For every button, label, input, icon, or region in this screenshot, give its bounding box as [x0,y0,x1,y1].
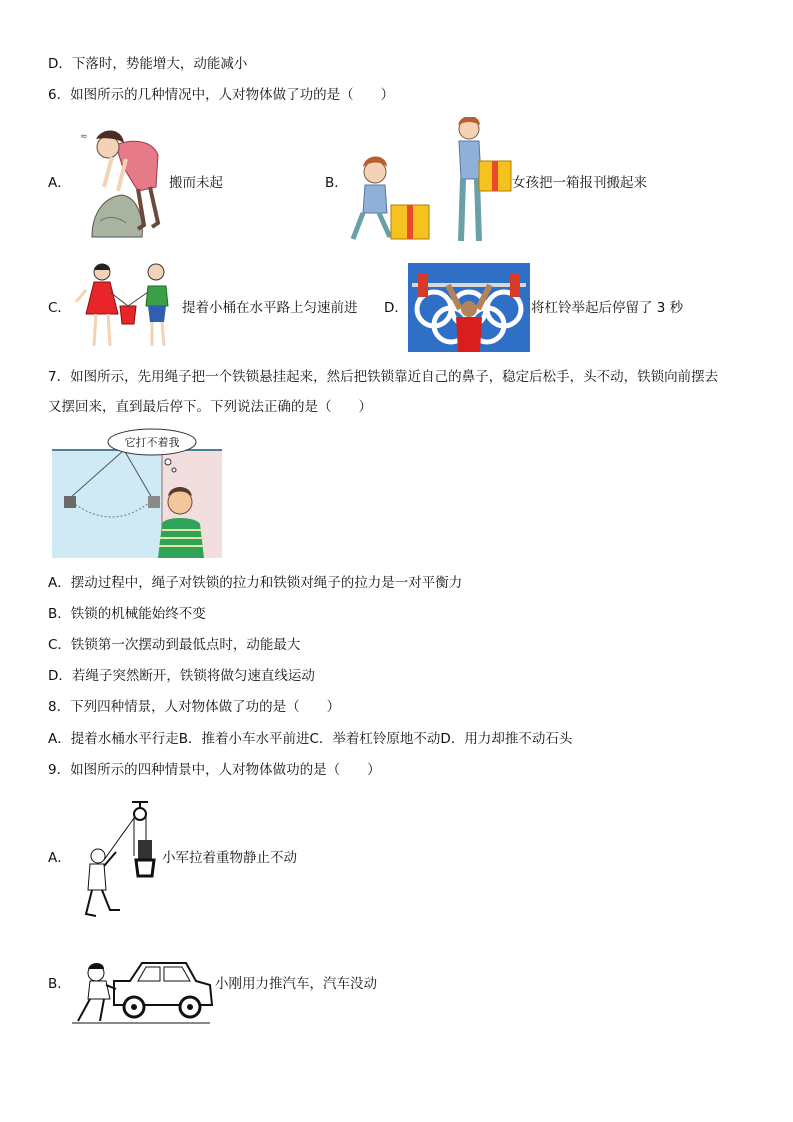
q6-option-d-label: D． [384,300,408,316]
q7-option-a: A．摆动过程中，绳子对铁锁的拉力和铁锁对绳子的拉力是一对平衡力 [48,575,463,591]
q6-option-c-figure [72,262,180,352]
q6-option-d-caption: 将杠铃举起后停留了 3 秒 [531,300,684,316]
q6-option-c-label: C． [48,300,71,316]
q7-option-c: C．铁锁第一次摆动到最低点时，动能最大 [48,637,301,653]
q8-options: A．提着水桶水平行走B．推着小车水平前进C．举着杠铃原地不动D．用力却推不动石头 [48,731,573,747]
q9-option-a-caption: 小军拉着重物静止不动 [162,850,297,866]
svg-text:≈: ≈ [80,132,88,142]
q6-stem: 6．如图所示的几种情况中，人对物体做了功的是（ ） [48,87,395,103]
q7-option-b: B．铁锁的机械能始终不变 [48,606,206,622]
q6-option-a-caption: 搬而未起 [169,175,223,191]
q6-option-d-figure [408,263,530,352]
q7-stem-line-1: 7．如图所示，先用绳子把一个铁锁悬挂起来，然后把铁锁靠近自己的鼻子，稳定后松手，头不动，铁锁向前摆去 [48,369,719,385]
q6-option-b-label: B． [325,175,348,191]
q9-option-a-label: A． [48,850,71,866]
q9-option-a-figure [76,800,156,920]
q6-option-b-caption: 女孩把一箱报刊搬起来 [512,175,647,191]
q6-option-a-figure [78,125,168,240]
q8-stem: 8．下列四种情景，人对物体做了功的是（ ） [48,699,341,715]
q9-stem: 9．如图所示的四种情景中，人对物体做功的是（ ） [48,762,381,778]
q6-option-b-figure [345,117,515,247]
q6-option-a-label: A． [48,175,71,191]
q5-option-d: D．下落时，势能增大，动能减小 [48,56,248,72]
q9-option-b-figure [70,955,215,1027]
q9-option-b-label: B． [48,976,71,992]
q7-option-d: D．若绳子突然断开，铁锁将做匀速直线运动 [48,668,315,684]
q9-option-b-caption: 小刚用力推汽车，汽车没动 [215,976,377,992]
q7-stem-line-2: 又摆回来，直到最后停下。下列说法正确的是（ ） [48,399,372,415]
q6-option-c-caption: 提着小桶在水平路上匀速前进 [182,300,358,316]
q7-figure [52,428,222,558]
q7-bubble-text: 它打不着我 [124,436,180,449]
